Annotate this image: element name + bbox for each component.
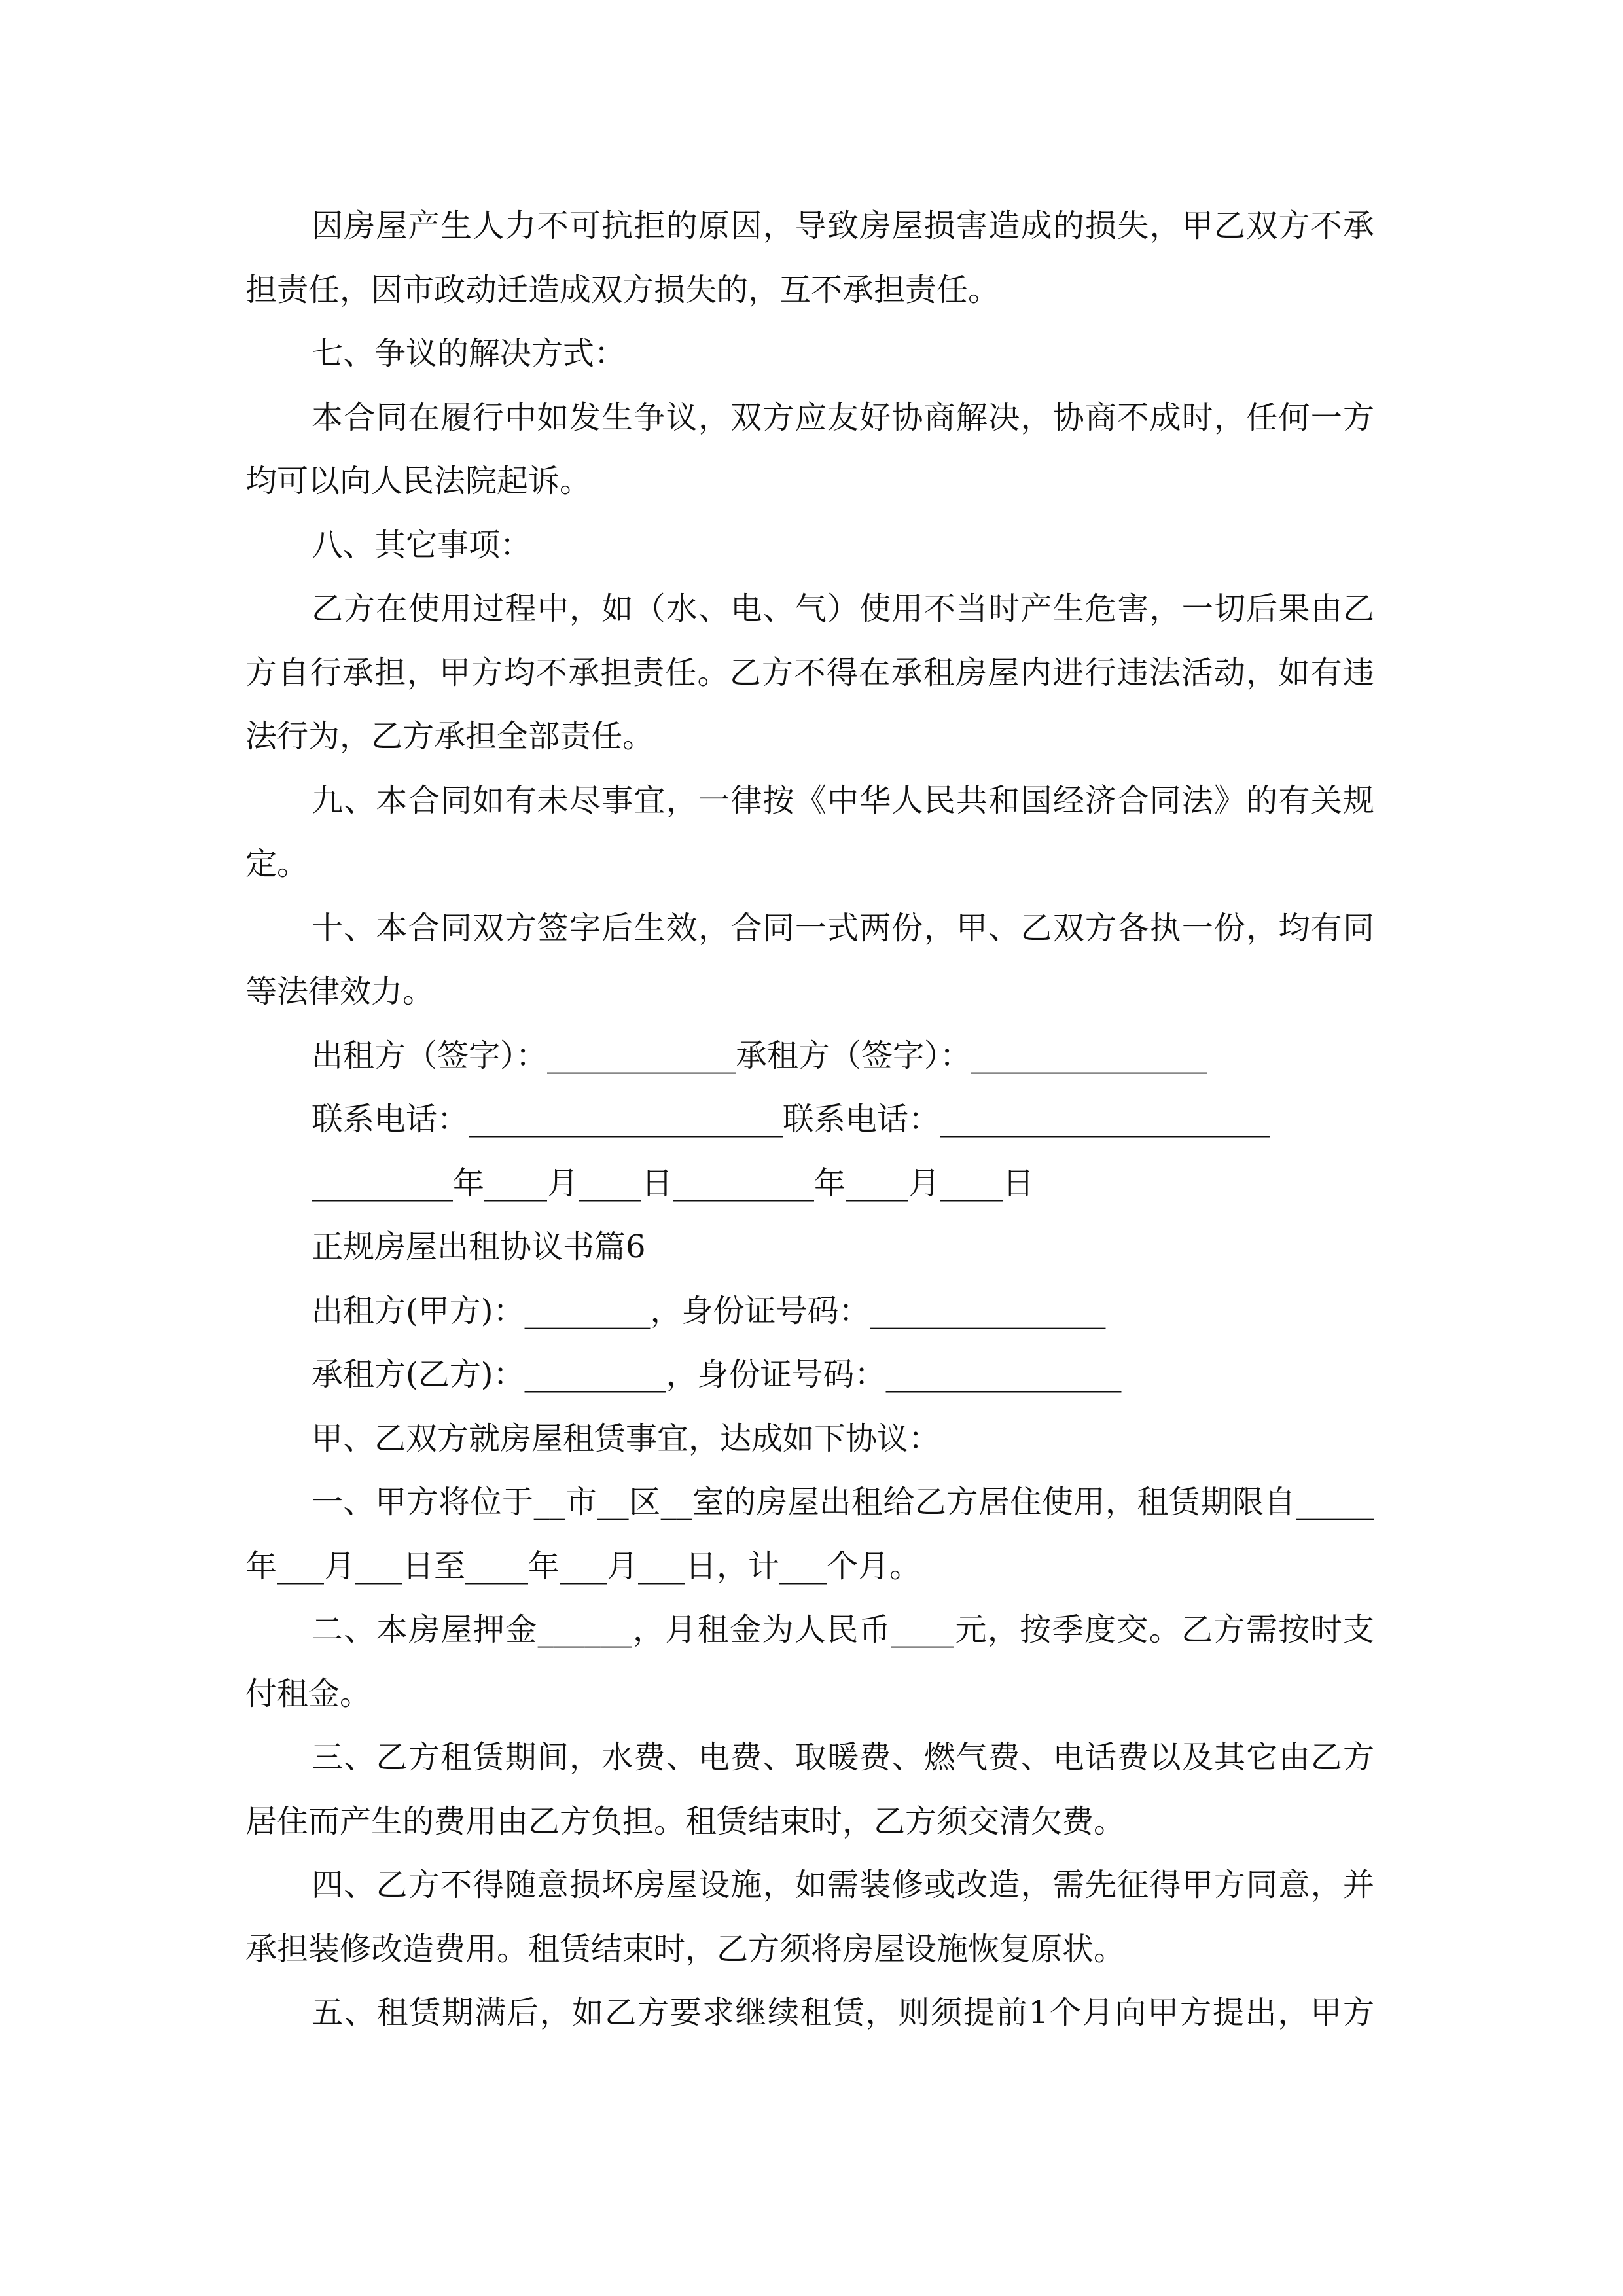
section-heading: 八、其它事项：	[312, 526, 532, 564]
paragraph-line: 因房屋产生人力不可抗拒的原因，导致房屋损害造成的损失，甲乙双方不承	[312, 207, 1374, 244]
paragraph-line: 等法律效力。	[245, 973, 435, 1010]
paragraph-line: 本合同在履行中如发生争议，双方应友好协商解决，协商不成时，任何一方	[312, 399, 1374, 436]
paragraph-line: 四、乙方不得随意损坏房屋设施，如需装修或改造，需先征得甲方同意，并	[312, 1867, 1374, 1903]
paragraph-line: 一、甲方将位于__市__区__室的房屋出租给乙方居住使用，租赁期限自_____	[312, 1484, 1374, 1520]
lessee-line: 承租方(乙方)：_________，身份证号码：_______________	[312, 1356, 1122, 1393]
paragraph-line: 二、本房屋押金______，月租金为人民币____元，按季度交。乙方需按时支	[312, 1611, 1374, 1648]
paragraph-line: 方自行承担，甲方均不承担责任。乙方不得在承租房屋内进行违法活动，如有违	[245, 654, 1374, 691]
date-line: _________年____月____日_________年____月____日	[312, 1164, 1035, 1202]
lessor-line: 出租方(甲方)：________，身份证号码：_______________	[312, 1292, 1106, 1329]
paragraph-line: 担责任，因市政动迁造成双方损失的，互不承担责任。	[245, 271, 1000, 308]
paragraph-line: 均可以向人民法院起诉。	[245, 463, 592, 499]
paragraph-line: 居住而产生的费用由乙方负担。租赁结束时，乙方须交清欠费。	[245, 1803, 1126, 1840]
paragraph-line: 乙方在使用过程中，如（水、电、气）使用不当时产生危害，一切后果由乙	[312, 590, 1374, 627]
paragraph-line: 承担装修改造费用。租赁结束时，乙方须将房屋设施恢复原状。	[245, 1930, 1126, 1967]
paragraph-line: 法行为，乙方承担全部责任。	[245, 718, 654, 755]
paragraph-line: 五、租赁期满后，如乙方要求继续租赁，则须提前1个月向甲方提出，甲方	[312, 1994, 1374, 2031]
paragraph-line: 十、本合同双方签字后生效，合同一式两份，甲、乙双方各执一份，均有同	[312, 909, 1374, 946]
paragraph-line: 甲、乙双方就房屋租赁事宜，达成如下协议：	[312, 1420, 940, 1457]
phone-line: 联系电话：____________________联系电话：_____________________	[312, 1101, 1270, 1138]
document-page	[245, 194, 1374, 2045]
section-title: 正规房屋出租协议书篇6	[312, 1229, 646, 1265]
paragraph-line: 三、乙方租赁期间，水费、电费、取暖费、燃气费、电话费以及其它由乙方	[312, 1739, 1374, 1776]
paragraph-line: 定。	[245, 846, 309, 882]
paragraph-line: 九、本合同如有未尽事宜，一律按《中华人民共和国经济合同法》的有关规	[312, 781, 1374, 819]
section-heading: 七、争议的解决方式：	[312, 335, 626, 372]
paragraph-line: 年___月___日至____年___月___日，计___个月。	[245, 1547, 921, 1585]
signature-line: 出租方（签字）：____________承租方（签字）：_______________	[312, 1037, 1207, 1074]
paragraph-line: 付租金。	[245, 1675, 372, 1712]
